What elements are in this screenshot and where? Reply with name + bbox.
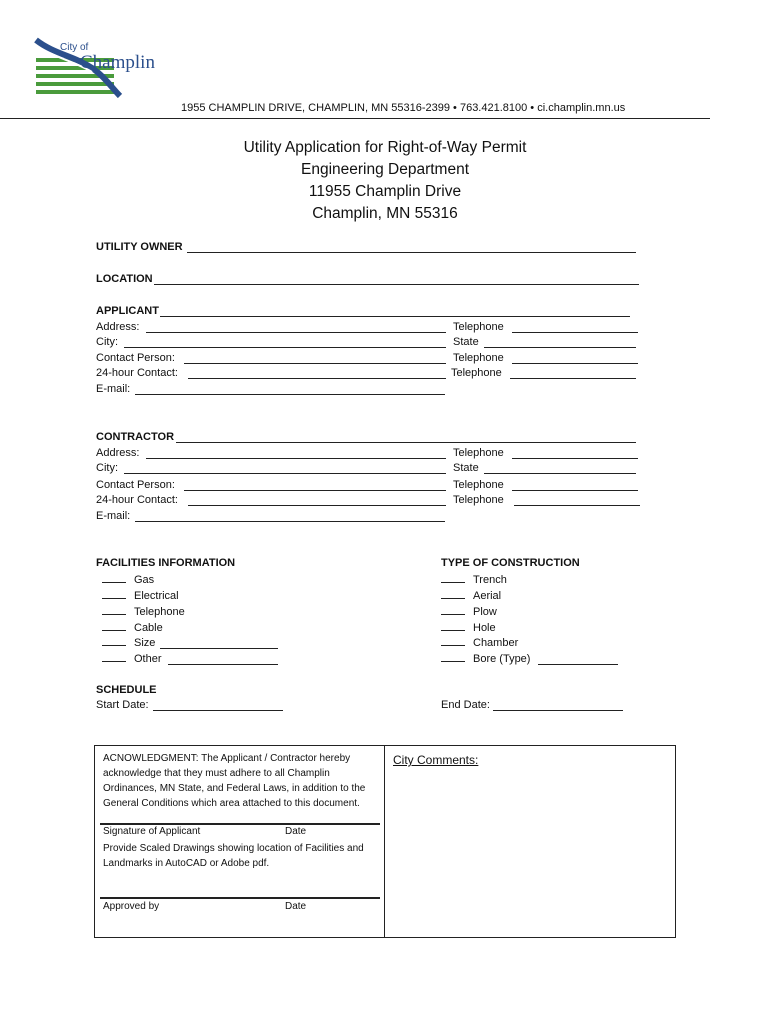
facility-cable-blank[interactable]	[102, 621, 126, 631]
contractor-telephone1-field[interactable]	[512, 458, 638, 459]
facility-size-field[interactable]	[160, 648, 278, 649]
contractor-city-field[interactable]	[124, 473, 446, 474]
applicant-telephone3-field[interactable]	[510, 378, 636, 379]
facility-cable-label: Cable	[134, 622, 163, 634]
applicant-city-field[interactable]	[124, 347, 446, 348]
city-logo	[34, 36, 164, 98]
construction-bore-field[interactable]	[538, 664, 618, 665]
facility-telephone[interactable]	[102, 605, 185, 618]
start-date-label: Start Date:	[96, 699, 149, 711]
facility-other[interactable]	[102, 652, 162, 665]
contractor-address-label: Address:	[96, 447, 140, 459]
applicant-state-field[interactable]	[484, 347, 636, 348]
contractor-24hr-label: 24-hour Contact:	[96, 494, 178, 506]
construction-hole-label: Hole	[473, 622, 496, 634]
construction-chamber[interactable]	[441, 636, 518, 649]
applicant-telephone1-label: Telephone	[453, 321, 504, 333]
contractor-contact-label: Contact Person:	[96, 479, 175, 491]
contractor-city-label: City:	[96, 462, 118, 474]
contractor-24hr-field[interactable]	[188, 505, 446, 506]
contractor-telephone2-label: Telephone	[453, 479, 504, 491]
facility-gas-blank[interactable]	[102, 573, 126, 583]
construction-heading: TYPE OF CONSTRUCTION	[441, 557, 580, 569]
facility-size-label: Size	[134, 637, 156, 649]
construction-aerial[interactable]	[441, 589, 501, 602]
applicant-email-label: E-mail:	[96, 383, 131, 395]
acknowledgment-text: ACNOWLEDGMENT: The Applicant / Contractor hereby acknowledge that they must adhere to all Champlin Ordinances, MN State, and Federal Laws, in addition to the General Conditions which area attached to this document.	[103, 753, 366, 809]
drawings-instruction: Provide Scaled Drawings showing location of Facilities and Landmarks in AutoCAD or Adobe pdf.	[103, 843, 364, 869]
contractor-state-label: State	[453, 462, 479, 474]
facility-gas[interactable]	[102, 573, 154, 586]
contractor-telephone3-label: Telephone	[453, 494, 504, 506]
header-address: 1955 CHAMPLIN DRIVE, CHAMPLIN, MN 55316-2399 • 763.421.8100 • ci.champlin.mn.us	[181, 102, 626, 114]
facility-telephone-label: Telephone	[134, 606, 185, 618]
applicant-state-label: State	[453, 336, 479, 348]
logo-small-text: City of	[60, 42, 89, 53]
facility-other-label: Other	[134, 653, 162, 665]
facility-other-blank[interactable]	[102, 652, 126, 662]
approved-date-label[interactable]: Date	[285, 901, 307, 912]
facilities-heading: FACILITIES INFORMATION	[96, 557, 236, 569]
logo-big-text: Champlin	[80, 52, 155, 73]
contractor-state-field[interactable]	[484, 473, 636, 474]
location-field[interactable]	[154, 284, 639, 285]
approved-by-label[interactable]: Approved by	[103, 901, 160, 912]
applicant-name-field[interactable]	[160, 316, 630, 317]
construction-chamber-label: Chamber	[473, 637, 519, 649]
signature-date-label[interactable]: Date	[285, 826, 307, 837]
contractor-address-field[interactable]	[146, 458, 446, 459]
end-date-label: End Date:	[441, 699, 490, 711]
facility-size-blank[interactable]	[102, 636, 126, 646]
construction-chamber-blank[interactable]	[441, 636, 465, 646]
applicant-heading: APPLICANT	[96, 305, 159, 317]
contractor-telephone2-field[interactable]	[512, 490, 638, 491]
contractor-heading: CONTRACTOR	[96, 431, 175, 443]
utility-owner-label: UTILITY OWNER	[96, 241, 183, 253]
title-line1: Utility Application for Right-of-Way Permit	[243, 139, 527, 156]
applicant-24hr-field[interactable]	[188, 378, 446, 379]
title-line2: Engineering Department	[300, 161, 470, 178]
applicant-contact-field[interactable]	[184, 363, 446, 364]
applicant-telephone2-field[interactable]	[512, 363, 638, 364]
construction-plow[interactable]	[441, 605, 497, 618]
title-line4: Champlin, MN 55316	[312, 205, 458, 222]
title-line3: 11955 Champlin Drive	[308, 183, 462, 200]
construction-plow-blank[interactable]	[441, 605, 465, 615]
applicant-city-label: City:	[96, 336, 118, 348]
facility-electrical[interactable]	[102, 589, 179, 602]
applicant-telephone2-label: Telephone	[453, 352, 504, 364]
construction-hole[interactable]	[441, 621, 496, 634]
construction-hole-blank[interactable]	[441, 621, 465, 631]
approval-rule	[100, 897, 380, 899]
end-date-field[interactable]	[493, 710, 623, 711]
contractor-email-field[interactable]	[135, 521, 445, 522]
applicant-24hr-label: 24-hour Contact:	[96, 367, 178, 379]
construction-trench[interactable]	[441, 573, 507, 586]
construction-trench-label: Trench	[473, 574, 507, 586]
applicant-telephone1-field[interactable]	[512, 332, 638, 333]
location-label: LOCATION	[96, 273, 153, 285]
construction-bore-blank[interactable]	[441, 652, 465, 662]
box-divider	[384, 745, 385, 938]
schedule-heading: SCHEDULE	[96, 684, 157, 696]
facility-other-field[interactable]	[168, 664, 278, 665]
contractor-contact-field[interactable]	[184, 490, 446, 491]
applicant-telephone3-label: Telephone	[451, 367, 502, 379]
header-rule	[0, 118, 710, 119]
city-comments-heading: City Comments:	[393, 753, 479, 767]
applicant-address-label: Address:	[96, 321, 140, 333]
construction-aerial-label: Aerial	[473, 590, 502, 602]
applicant-email-field[interactable]	[135, 394, 445, 395]
construction-aerial-blank[interactable]	[441, 589, 465, 599]
facility-cable[interactable]	[102, 621, 163, 634]
city-comments-area[interactable]	[386, 770, 674, 936]
construction-bore[interactable]	[441, 652, 530, 665]
applicant-contact-label: Contact Person:	[96, 352, 175, 364]
utility-owner-field[interactable]	[187, 252, 636, 253]
contractor-email-label: E-mail:	[96, 510, 131, 522]
construction-trench-blank[interactable]	[441, 573, 465, 583]
facility-electrical-label: Electrical	[134, 590, 179, 602]
contractor-name-field[interactable]	[176, 442, 636, 443]
facility-size[interactable]	[102, 636, 155, 649]
facility-electrical-blank[interactable]	[102, 589, 126, 599]
applicant-address-field[interactable]	[146, 332, 446, 333]
construction-plow-label: Plow	[473, 606, 497, 618]
facility-telephone-blank[interactable]	[102, 605, 126, 615]
signature-rule	[100, 823, 380, 825]
contractor-telephone1-label: Telephone	[453, 447, 504, 459]
signature-applicant-label[interactable]: Signature of Applicant	[103, 826, 201, 837]
facility-gas-label: Gas	[134, 574, 155, 586]
start-date-field[interactable]	[153, 710, 283, 711]
construction-bore-label: Bore (Type)	[473, 653, 531, 665]
contractor-telephone3-field[interactable]	[514, 505, 640, 506]
